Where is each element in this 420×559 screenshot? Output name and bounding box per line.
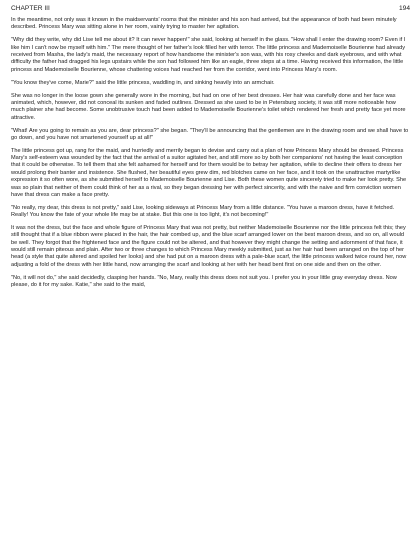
running-header: [11, 4, 410, 13]
paragraph: "No really, my dear, this dress is not pretty," said Lise, looking sideways at Princess Mary from a little distance. "You have a maroon dress, have it fetched. Really! You know the fate of your whole life may be at stake. But this one is too light, it's not becoming!": [11, 204, 395, 219]
paragraph: In the meantime, not only was it known in the maidservants' rooms that the minister and his son had arrived, but the appearance of both had been minutely described. Princess Mary was sitting alone in her room, vainly trying to master her agitation.: [11, 17, 397, 31]
paragraph: It was not the dress, but the face and whole figure of Princess Mary that was not pretty, but neither Mademoiselle Bourienne nor the little princess felt this; they still thought that if a blue ribbon were placed in the hair, the hair combed up, and the blue scarf arranged lower on the best maroon dress, and so on, all would be well. They forgot that the frightened face and the figure could not be altered, and that however they might change the setting and adornment of that face, it would still remain piteous and plain. After two or three changes to which Princess Mary meekly submitted, just as her hair had been arranged on the top of her head (a style that quite altered and spoiled her looks) and she had put on a maroon dress with a pale-blue scarf, the little princess walked twice round her, now adjusting a fold of the dress with her little hand, now arranging the scarf and looking at her with her head bent first on one side and then on the other.: [11, 225, 407, 268]
paragraph: She was no longer in the loose gown she generally wore in the morning, but had on one of her best dresses. Her hair was carefully done and her face was animated, which, however, did not conceal its sunken and faded outlines. Dressed as she used to be in Petersburg society, it was still more noticeable how much plainer she had become. Some unobtrusive touch had been added to Mademoiselle Bourienne's toilet which rendered her fresh and pretty face yet more attractive.: [11, 92, 406, 121]
paragraph: "No, it will not do," she said decidedly, clasping her hands. "No, Mary, really this dress does not suit you. I prefer you in your little gray everyday dress. Now please, do it for my sake. Katie," she said to the maid,: [11, 274, 397, 289]
paragraph: The little princess got up, rang for the maid, and hurriedly and merrily began to devise and carry out a plan of how Princess Mary should be dressed. Princess Mary's self-esteem was wounded by the fact that the arrival of a suitor agitated her, and still more so by both her companions' not having the least conception that it could be otherwise. To tell them that she felt ashamed for herself and for them would be to betray her agitation, while to decline their offers to dress her would prolong their banter and insistence. She flushed, her beautiful eyes grew dim, red blotches came on her face, and it took on the unattractive martyrlike expression it so often wore, as she submitted herself to Mademoiselle Bourienne and Lise. Both these women quite sincerely tried to make her look pretty. She was so plain that neither of them could think of her as a rival, so they began dressing her with perfect sincerity, and with the naive and firm conviction women have that dress can make a face pretty.: [11, 147, 407, 198]
paragraph: "You know they've come, Marie?" said the little princess, waddling in, and sinking heavily into an armchair.: [11, 79, 275, 86]
chapter-heading: CHAPTER III: [11, 5, 50, 12]
paragraph: "What! Are you going to remain as you are, dear princess?" she began. "They'll be announcing that the gentlemen are in the drawing room and we shall have to go down, and you have not smartened yourself up at all!": [11, 127, 409, 141]
paragraph: "Why did they write, why did Lise tell me about it? It can never happen!" she said, looking at herself in the glass. "How shall I enter the drawing room? Even if I like him I can't now be myself with him." The mere thought of her father's look filled her with terror. The little princess and Mademoiselle Bourienne had already received from Masha, the lady's maid, the necessary report of how handsome the minister's son was, with his rosy cheeks and dark eyebrows, and with what difficulty the father had dragged his legs upstairs while the son had followed him like an eagle, three steps at a time. Having received this information, the little princess and Mademoiselle Bourienne, whose chattering voices had reached her from the corridor, went into Princess Mary's room.: [11, 37, 406, 73]
body-text: [11, 17, 410, 289]
page-number: 194: [398, 5, 410, 12]
